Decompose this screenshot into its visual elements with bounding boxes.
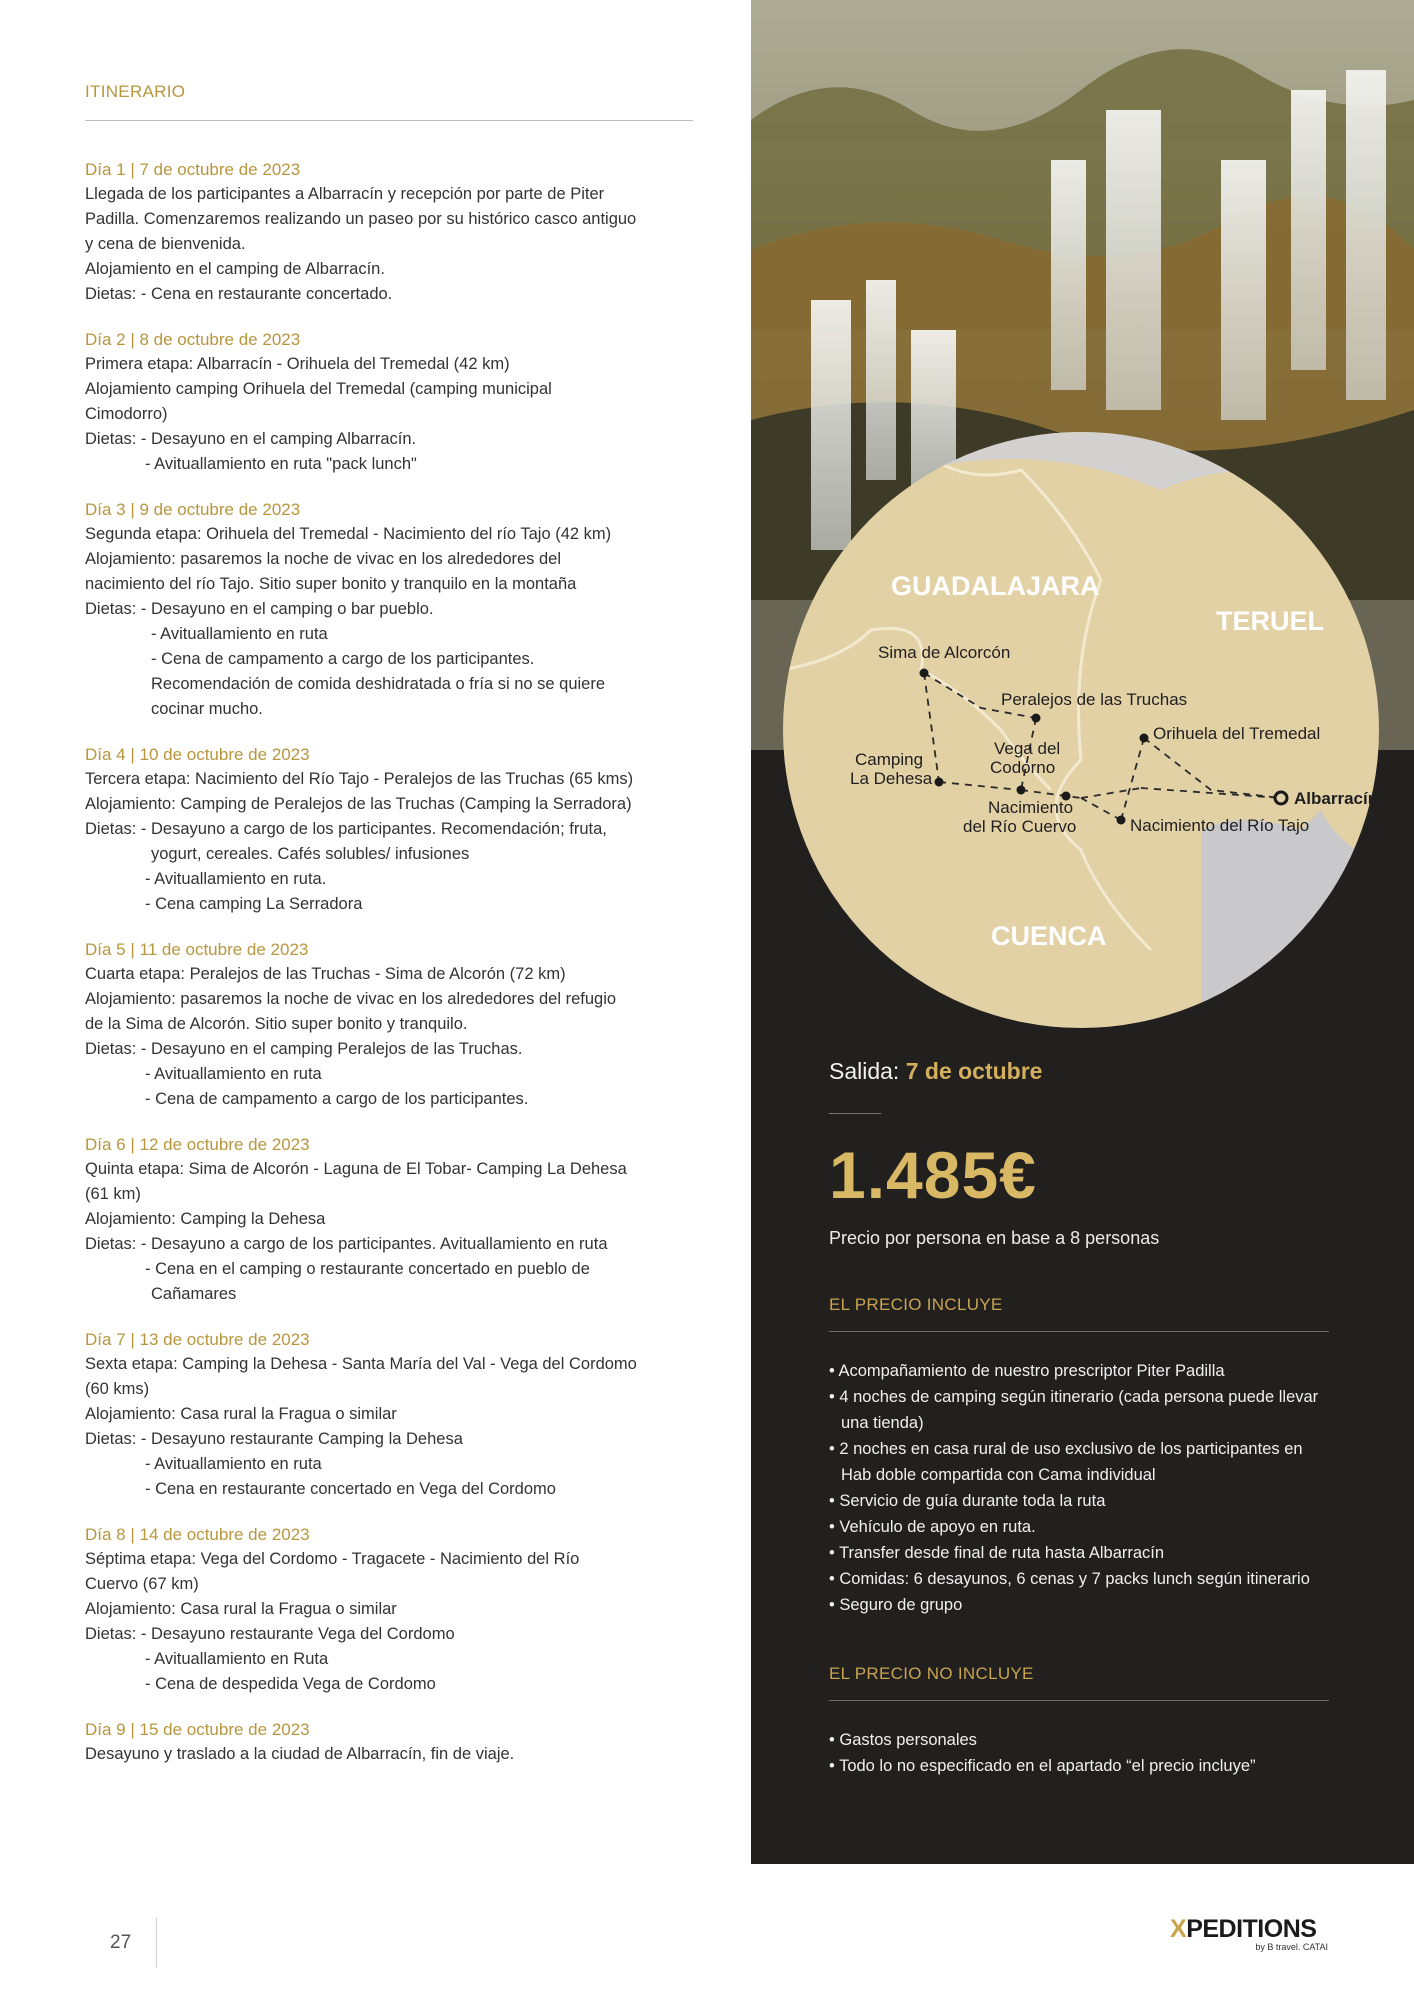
price-note: Precio por persona en base a 8 personas [829,1228,1160,1248]
day-line: Séptima etapa: Vega del Cordomo - Tragacete - Nacimiento del Río [85,1550,580,1568]
logo-x: X [1170,1915,1187,1943]
day-line: Primera etapa: Albarracín - Orihuela del Tremedal (42 km) [85,355,510,373]
excludes-divider [829,1700,1329,1701]
day-line: Alojamiento: Camping de Peralejos de las Truchas (Camping la Serradora) [85,795,632,813]
region-teruel: TERUEL [1216,606,1324,636]
day-line: Dietas: - Desayuno en el camping o bar pueblo. [85,600,434,618]
itinerary-day [85,1132,693,1307]
place-orihuela: Orihuela del Tremedal [1153,724,1321,743]
day-line: Desayuno y traslado a la ciudad de Albarracín, fin de viaje. [85,1745,515,1763]
day-line: Dietas: - Desayuno en el camping Peralejos de las Truchas. [85,1040,523,1058]
page-number: 27 [110,1932,132,1953]
day-line: (60 kms) [85,1380,150,1398]
day-line: Quinta etapa: Sima de Alcorón - Laguna de El Tobar- Camping La Dehesa [85,1160,627,1178]
short-divider [829,1113,881,1114]
itinerary-day [85,157,693,307]
place-vega-1: Vega del [994,739,1061,758]
place-albarracin: Albarracín [1294,789,1379,808]
itinerary-days [85,157,693,1767]
place-camping-1: Camping [855,750,924,769]
day-line: - Avituallamiento en ruta [151,625,328,643]
day-line: - Cena de campamento a cargo de los participantes. [151,650,535,668]
price: 1.485€ [829,1138,1037,1212]
place-vega-2: Codorno [990,758,1056,777]
day-title: Día 2 | 8 de octubre de 2023 [85,330,301,349]
place-sima: Sima de Alcorcón [878,643,1011,662]
day-line: Recomendación de comida deshidratada o fría si no se quiere [151,675,606,693]
day-title: Día 3 | 9 de octubre de 2023 [85,500,301,519]
day-title: Día 7 | 13 de octubre de 2023 [85,1330,310,1349]
logo-tagline: by B travel. CATAI [1255,1942,1328,1952]
day-line: Dietas: - Desayuno restaurante Vega del Cordomo [85,1625,455,1643]
day-line: - Avituallamiento en ruta "pack lunch" [145,455,417,473]
place-cuervo-1: Nacimiento [988,798,1074,817]
day-line: cocinar mucho. [151,700,263,718]
day-line: - Avituallamiento en ruta [145,1065,322,1083]
day-line: - Cena camping La Serradora [145,895,363,913]
place-peralejos: Peralejos de las Truchas [1001,690,1188,709]
day-line: Alojamiento camping Orihuela del Tremedal (camping municipal [85,380,552,398]
day-line: - Cena en el camping o restaurante concertado en pueblo de [145,1260,590,1278]
list-item: • Acompañamiento de nuestro prescriptor Piter Padilla [829,1362,1225,1380]
day-title: Día 4 | 10 de octubre de 2023 [85,745,310,764]
list-item: • Transfer desde final de ruta hasta Albarracín [829,1544,1165,1562]
list-item: • Todo lo no especificado en el apartado “el precio incluye” [829,1757,1256,1775]
day-line: Cimodorro) [85,405,168,423]
list-item: • Comidas: 6 desayunos, 6 cenas y 7 packs lunch según itinerario [829,1570,1310,1588]
footer-divider [156,1918,157,1968]
includes-heading: EL PRECIO INCLUYE [829,1295,1003,1314]
day-line: Cuervo (67 km) [85,1575,199,1593]
itinerary-heading: ITINERARIO [85,82,186,101]
day-title: Día 6 | 12 de octubre de 2023 [85,1135,310,1154]
day-line: (61 km) [85,1185,141,1203]
itinerary-column [85,82,693,1787]
departure-label: Salida: [829,1058,900,1084]
day-line: Dietas: - Desayuno en el camping Albarracín. [85,430,417,448]
day-line: nacimiento del río Tajo. Sitio super bonito y tranquilo en la montaña [85,575,577,593]
brand-logo [1170,1915,1330,1967]
itinerary-day [85,1327,693,1502]
day-line: Cuarta etapa: Peralejos de las Truchas - Sima de Alcorón (72 km) [85,965,566,983]
day-line: Tercera etapa: Nacimiento del Río Tajo - Peralejos de las Truchas (65 kms) [85,770,634,788]
route-map [781,430,1381,1030]
day-line: Dietas: - Desayuno a cargo de los participantes. Recomendación; fruta, [85,820,607,838]
logo-text: PEDITIONS [1186,1915,1317,1943]
itinerary-day [85,937,693,1112]
info-panel [751,0,1414,1864]
place-camping-2: La Dehesa [850,769,933,788]
day-line: yogurt, cereales. Cafés solubles/ infusiones [151,845,470,863]
day-line: Cañamares [151,1285,237,1303]
itinerary-day [85,497,693,722]
day-title: Día 1 | 7 de octubre de 2023 [85,160,301,179]
day-line: de la Sima de Alcorón. Sitio super bonito y tranquilo. [85,1015,468,1033]
day-line: Dietas: - Cena en restaurante concertado. [85,285,393,303]
day-line: Dietas: - Desayuno restaurante Camping la Dehesa [85,1430,463,1448]
day-line: Sexta etapa: Camping la Dehesa - Santa María del Val - Vega del Cordomo [85,1355,637,1373]
day-line: y cena de bienvenida. [85,235,246,253]
departure-line [829,1058,1329,1085]
day-title: Día 5 | 11 de octubre de 2023 [85,940,309,959]
departure-date: 7 de octubre [905,1058,1043,1084]
place-tajo: Nacimiento del Río Tajo [1130,816,1310,835]
day-line: Alojamiento: Camping la Dehesa [85,1210,326,1228]
day-line: Alojamiento: pasaremos la noche de vivac en los alrededores del [85,550,562,568]
day-line: - Cena de despedida Vega de Cordomo [145,1675,436,1693]
logo-wordmark [1170,1915,1330,1944]
day-line: - Avituallamiento en Ruta [145,1650,329,1668]
day-title: Día 9 | 15 de octubre de 2023 [85,1720,310,1739]
day-line: Alojamiento en el camping de Albarracín. [85,260,385,278]
itinerary-day [85,742,693,917]
day-line: - Avituallamiento en ruta. [145,870,327,888]
itinerary-divider [85,120,693,121]
day-line: Dietas: - Desayuno a cargo de los participantes. Avituallamiento en ruta [85,1235,608,1253]
itinerary-day [85,1522,693,1697]
day-line: - Cena en restaurante concertado en Vega del Cordomo [145,1480,556,1498]
list-item: • Gastos personales [829,1731,977,1749]
place-cuervo-2: del Río Cuervo [963,817,1077,836]
excludes-heading: EL PRECIO NO INCLUYE [829,1664,1034,1683]
list-item: • Seguro de grupo [829,1596,963,1614]
region-guadalajara: GUADALAJARA [891,571,1100,601]
list-item: • Vehículo de apoyo en ruta. [829,1518,1036,1536]
day-title: Día 8 | 14 de octubre de 2023 [85,1525,310,1544]
includes-list [829,1358,1329,1618]
day-line: Alojamiento: Casa rural la Fragua o similar [85,1600,397,1618]
excludes-list [829,1727,1329,1779]
day-line: Alojamiento: Casa rural la Fragua o similar [85,1405,397,1423]
day-line: Alojamiento: pasaremos la noche de vivac en los alrededores del refugio [85,990,617,1008]
day-line: Segunda etapa: Orihuela del Tremedal - Nacimiento del río Tajo (42 km) [85,525,612,543]
day-line: - Avituallamiento en ruta [145,1455,322,1473]
day-line: Padilla. Comenzaremos realizando un paseo por su histórico casco antiguo [85,210,637,228]
day-line: - Cena de campamento a cargo de los participantes. [145,1090,529,1108]
region-cuenca: CUENCA [991,921,1107,951]
list-item: • 4 noches de camping según itinerario (cada persona puede llevar una tienda) [829,1388,1319,1432]
itinerary-day [85,327,693,477]
includes-divider [829,1331,1329,1332]
list-item: • 2 noches en casa rural de uso exclusivo de los participantes en Hab doble compartida con Cama individual [829,1440,1303,1484]
itinerary-day [85,1717,693,1767]
list-item: • Servicio de guía durante toda la ruta [829,1492,1106,1510]
day-line: Llegada de los participantes a Albarracín y recepción por parte de Piter [85,185,605,203]
pricing-block [829,1058,1329,1779]
